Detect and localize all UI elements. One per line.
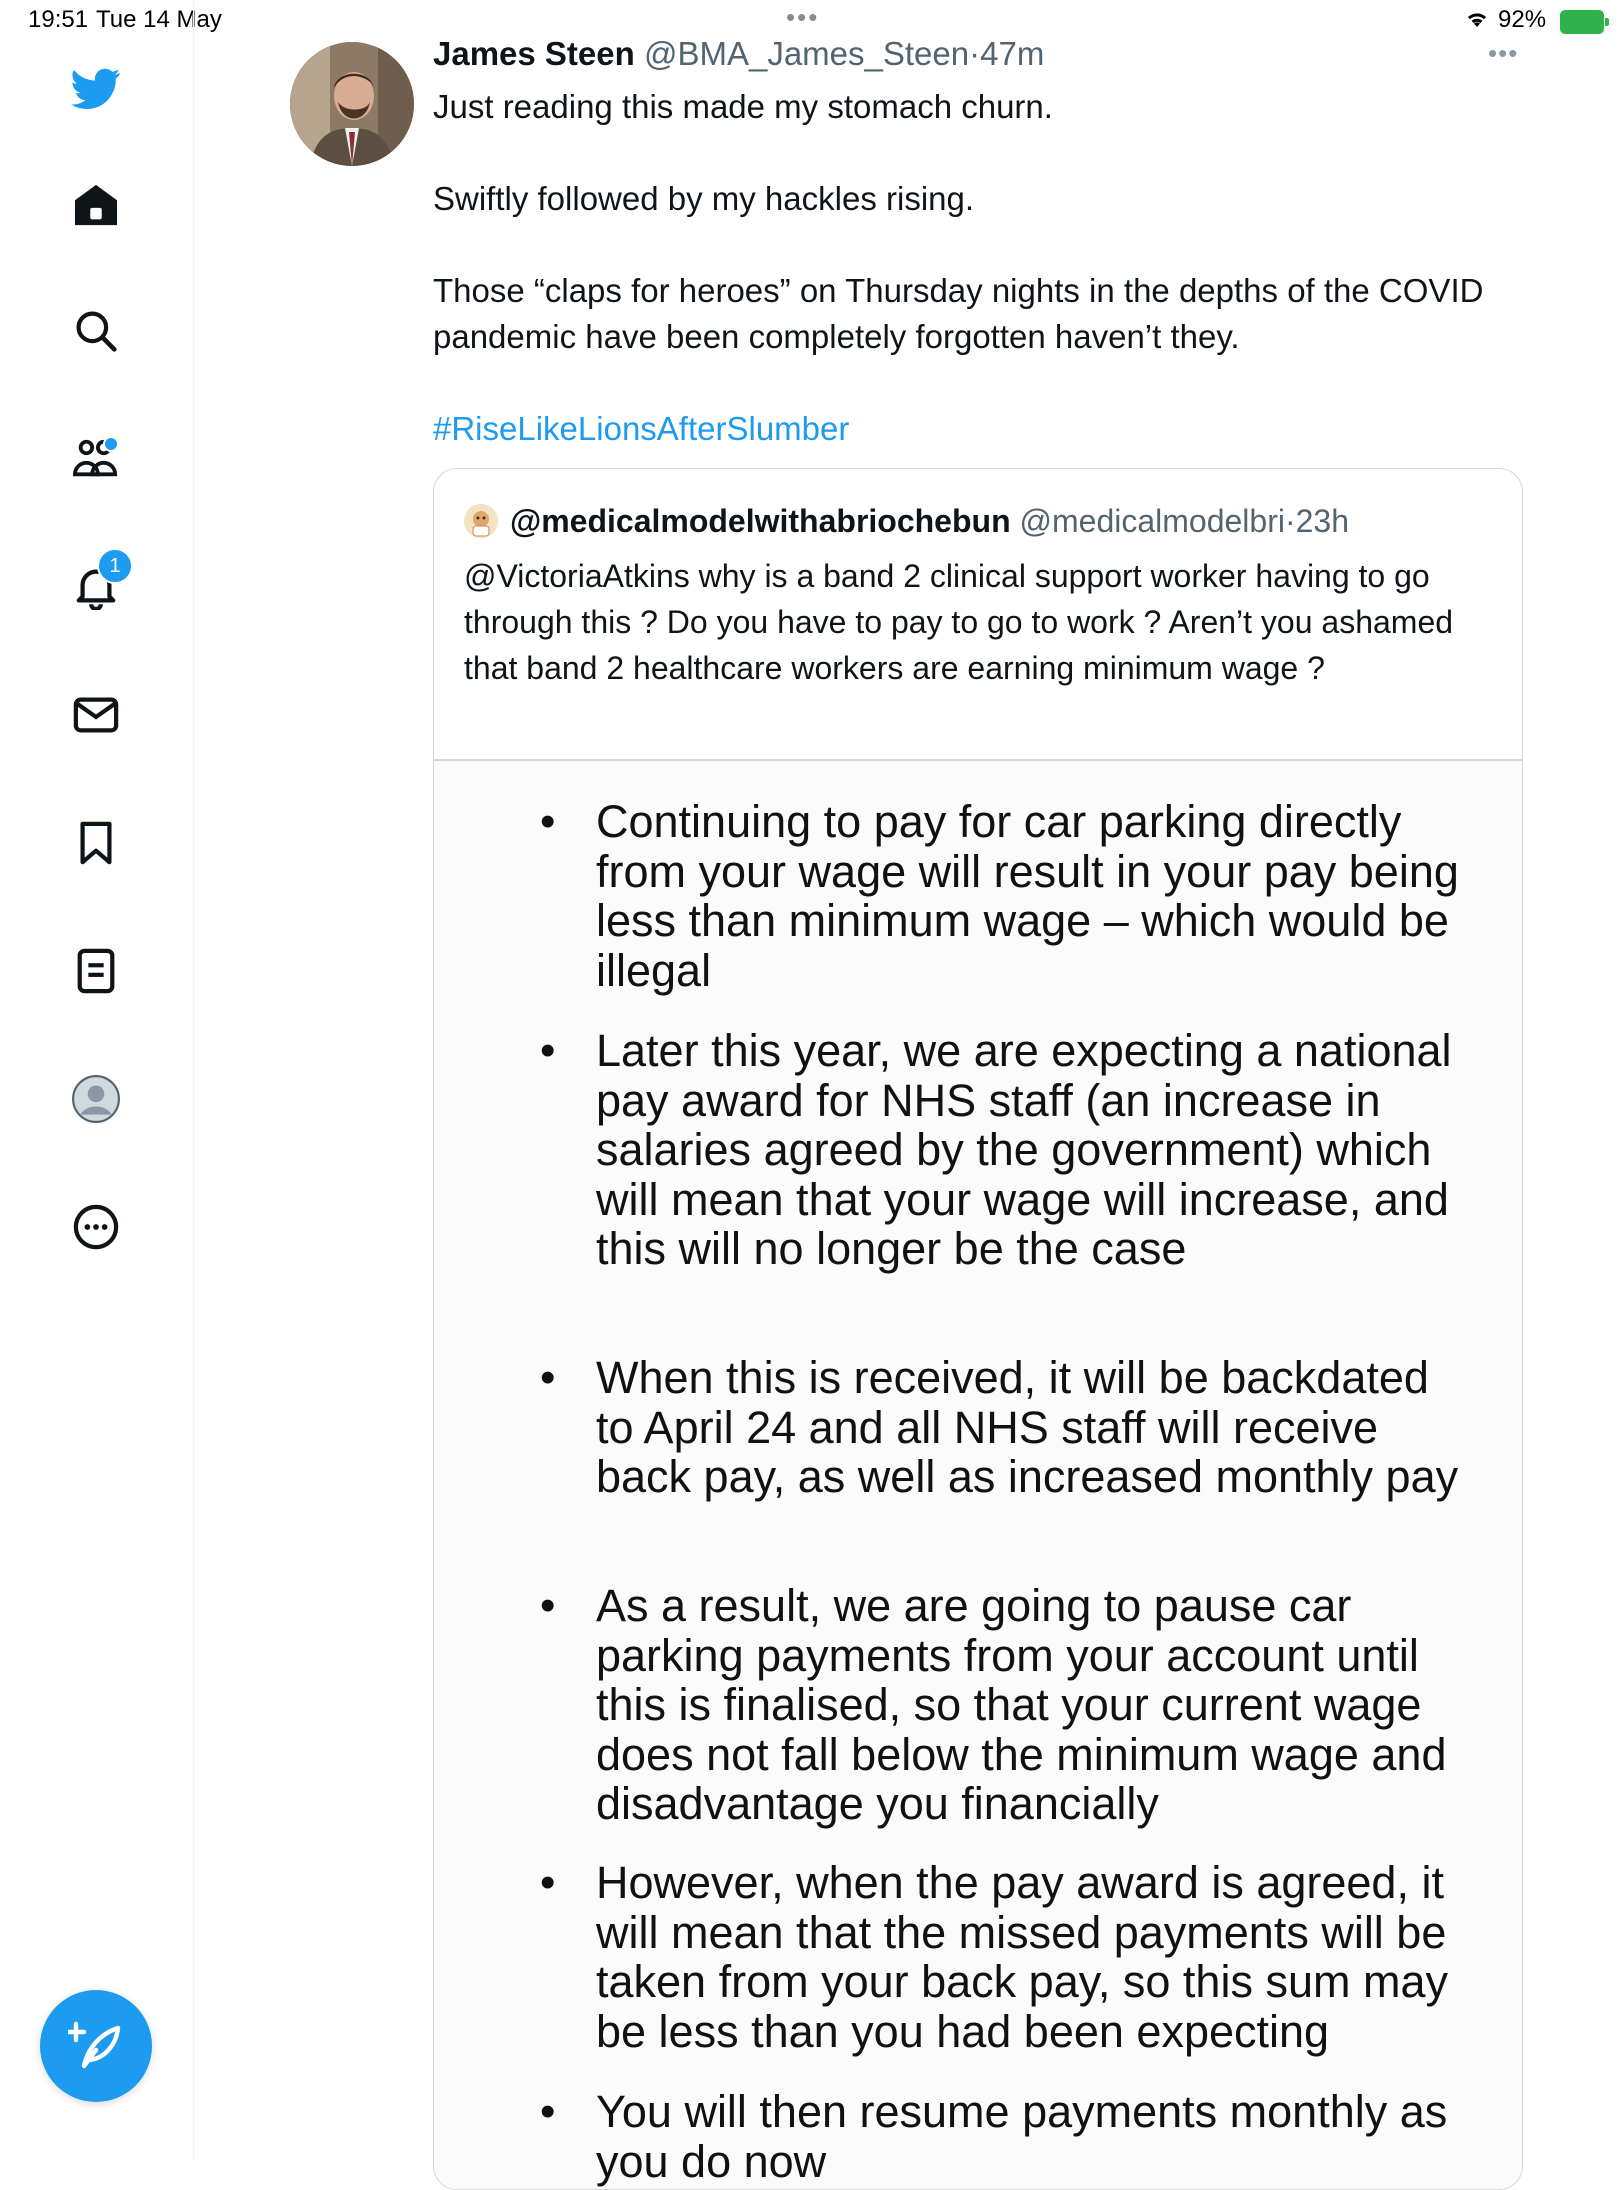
quoted-tweet-image[interactable]: • Continuing to pay for car parking directly from your wage will result in your pay being less than minimum wage – which would be illegal • Later this year, we are expecting a national pay award for NHS staff (an increase in salaries agreed by the government) which will mean that your wage will increase, and this will no longer be the case • When this is received, it will be backdated to April 24 and all NHS staff will receive back pay, as well as increased monthly pay • As a result, we are going to pause car parking payments from your account until this is finalised, so that your current wage does not fall below the minimum wage and disadvantage you financially • However, when the pay award is agreed, it will mean that the missed payments will be taken from your back pay, so this sum may be less than you had been expecting • You will then resume payments monthly as you do now [434, 761, 1522, 2190]
status-date: Tue 14 May [96, 6, 222, 33]
sidebar [0, 0, 194, 2160]
quoted-header-separator: · [1284, 503, 1296, 539]
tweet-more-icon[interactable]: ••• [1488, 38, 1519, 68]
author-avatar[interactable] [290, 42, 414, 166]
author-handle[interactable]: @BMA_James_Steen [643, 35, 970, 72]
battery-percent: 92% [1498, 6, 1547, 33]
battery-icon [1560, 10, 1604, 34]
quoted-author-avatar[interactable] [464, 504, 498, 538]
tweet-header [433, 34, 1044, 74]
notifications-icon[interactable] [71, 554, 121, 612]
quoted-tweet[interactable] [433, 468, 1523, 2190]
author-name[interactable]: James Steen [433, 35, 635, 72]
quoted-tweet-header [464, 501, 1349, 541]
home-icon[interactable] [71, 180, 121, 230]
hashtag-link[interactable]: #RiseLikeLionsAfterSlumber [433, 410, 850, 447]
quoted-author-handle[interactable]: @medicalmodelbri [1019, 503, 1285, 539]
lists-icon[interactable] [71, 946, 121, 996]
tweet-paragraph: Those “claps for heroes” on Thursday nights in the depths of the COVID pandemic have been completely forgotten haven’t they. [433, 272, 1484, 355]
status-time: 19:51 [28, 6, 89, 33]
communities-unread-dot [103, 436, 119, 452]
compose-icon [68, 2018, 124, 2074]
image-bullet-text: Later this year, we are expecting a national pay award for NHS staff (an increase in salaries agreed by the government) which will mean that your wage will increase, and this will no longer be the case [596, 1025, 1452, 1274]
bookmarks-icon[interactable] [71, 818, 121, 868]
messages-icon[interactable] [71, 690, 121, 740]
header-separator: · [969, 35, 981, 72]
more-icon[interactable] [71, 1202, 121, 1252]
profile-icon[interactable] [71, 1074, 121, 1124]
image-bullet-text: However, when the pay award is agreed, it will mean that the missed payments will be taken from your back pay, so this sum may be less than you had been expecting [596, 1857, 1448, 2057]
communities-icon[interactable] [71, 434, 121, 484]
image-bullet-text: When this is received, it will be backdated to April 24 and all NHS staff will receive back pay, as well as increased monthly pay [596, 1352, 1459, 1502]
image-bullet-text: As a result, we are going to pause car parking payments from your account until this is finalised, so that your current wage does not fall below the minimum wage and disadvantage you financially [596, 1580, 1447, 1829]
tweet-time[interactable]: 47m [980, 35, 1045, 72]
quoted-tweet-text: @VictoriaAtkins why is a band 2 clinical support worker having to go through this ? Do you have to pay to go to work ? Aren’t you ashamed that band 2 healthcare workers are earning minimum wage ? [464, 558, 1454, 686]
tweet-paragraph: Swiftly followed by my hackles rising. [433, 180, 975, 217]
quoted-author-name[interactable]: @medicalmodelwithabriochebun [510, 503, 1011, 539]
wifi-icon [1464, 8, 1490, 36]
quoted-tweet-time[interactable]: 23h [1295, 503, 1350, 539]
image-bullet-text: Continuing to pay for car parking directly from your wage will result in your pay being less than minimum wage – which would be illegal [596, 796, 1459, 996]
search-icon[interactable] [71, 306, 121, 356]
compose-button[interactable] [40, 1990, 152, 2102]
image-bullet-text: You will then resume payments monthly as you do now [596, 2086, 1448, 2187]
notifications-badge: 1 [97, 548, 133, 584]
multitasking-dots-icon[interactable]: ••• [786, 2, 820, 32]
tweet-text [433, 84, 1513, 452]
twitter-bird-icon[interactable] [71, 64, 121, 114]
tweet-paragraph: Just reading this made my stomach churn. [433, 88, 1053, 125]
